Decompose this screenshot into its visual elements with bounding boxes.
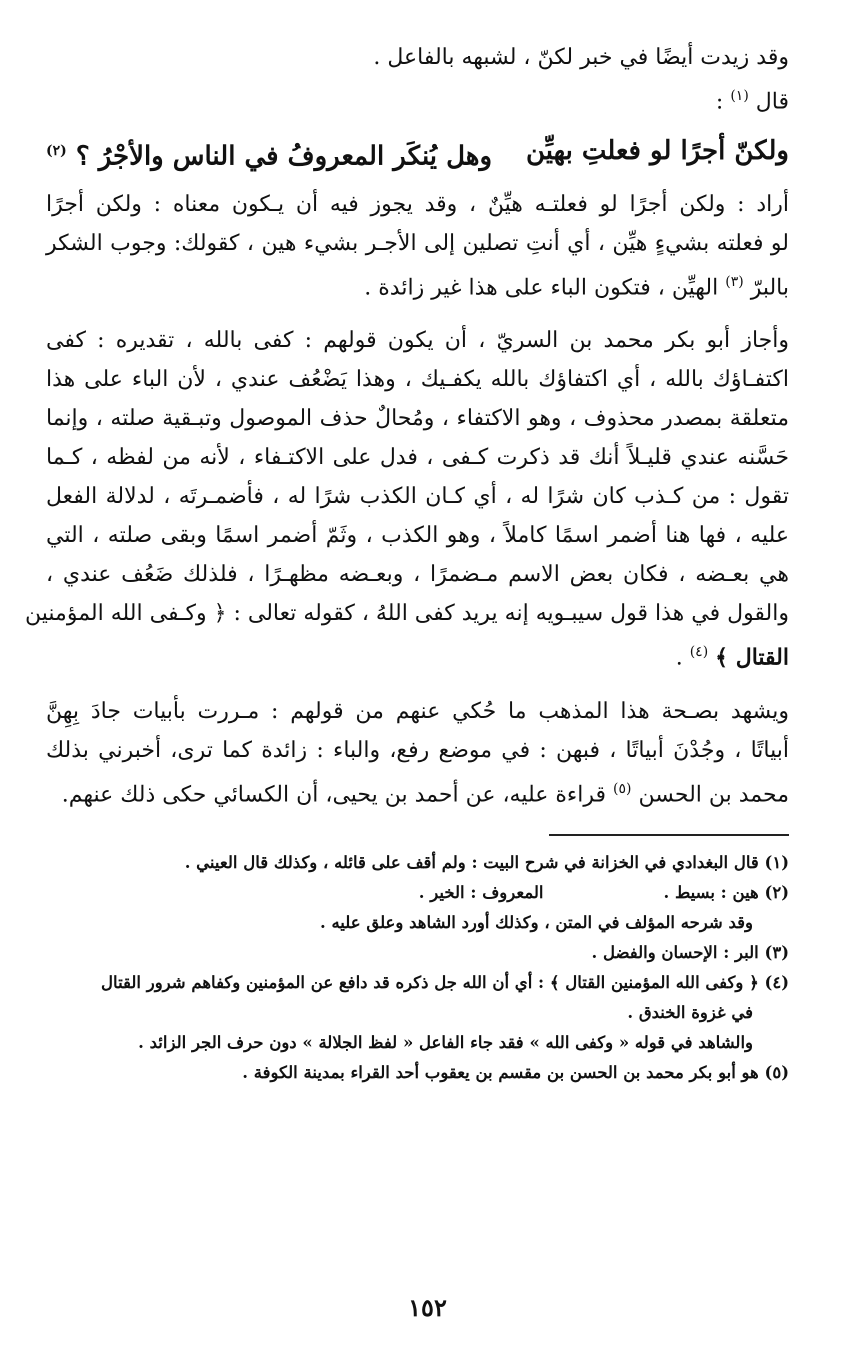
footnote-2: (٢) هين : بسيط .المعروف : الخير . [418, 882, 789, 902]
paragraph [25, 321, 789, 677]
qal-line [46, 77, 789, 121]
body-line: بالبرّ $^{(٣)}$ الهيِّن ، فتكون الباء على هذا غير زائدة . [364, 273, 789, 301]
footnote-4-note: والشاهد في قوله « وكفى الله » فقد جاء الفاعل « لفظ الجلالة » دون حرف الجر الزائد . [138, 1032, 753, 1052]
footnote-ref[interactable]: (٤) [689, 644, 709, 661]
footnote-ref[interactable]: (١) [730, 88, 749, 104]
footnote-5: (٥) هو أبو بكر محمد بن الحسن بن مقسم بن يعقوب أحد القراء بمدينة الكوفة . [242, 1062, 789, 1082]
footnote-2-note: وقد شرحه المؤلف في المتن ، وكذلك أورد الشاهد وعلق عليه . [319, 912, 753, 932]
body-line: عليه ، فها هنا أضمر اسمًا كاملاً ، وهو الكذب ، وثَمّ أضمر اسمًا وبقى صلته ، التي [46, 523, 789, 549]
verse-hemistich-first: ولكنّ أجرًا لو فعلتِ بهيِّن [525, 136, 789, 167]
body-line: وأجاز أبو بكر محمد بن السريّ ، أن يكون قولهم : كفى بالله ، تقديره : كفى [46, 328, 789, 354]
paragraph [46, 692, 789, 814]
body-line: والقول في هذا قول سيبـويه إنه يريد كفى اللهُ ، كقوله تعالى : ﴿ وكـفى الله المؤمنين [25, 601, 789, 627]
footnotes [46, 848, 789, 1088]
body-line: أراد : ولكن أجرًا لو فعلتـه هيِّنٌ ، وقد يجوز فيه أن يـكون معناه : ولكن أجرًا [46, 191, 789, 217]
verse-hemistich-second: وهل يُنكَر المعروفُ في الناس والأجْرُ ؟ $^{(٢)}$ [46, 141, 493, 172]
qal-colon: : [715, 89, 724, 115]
body-line: القتال ﴾ $^{(٤)}$ . [675, 644, 789, 671]
footnote-ref[interactable]: (٥) [613, 780, 632, 797]
body-line: وقد زيدت أيضًا في خبر لكنّ ، لشبهه بالفاعل . [373, 45, 789, 70]
footnote-separator [549, 834, 789, 836]
paragraph [46, 185, 789, 307]
paragraph-gap [46, 678, 789, 692]
body-line: حَسَّنه عندي قليـلاً أنك قد ذكرت كـفى ، فدل على الاكتـفاء ، لأنه من لفظه ، كـما [46, 445, 789, 471]
body-line: هي بعـضه ، فكان بعض الاسم مـضمرًا ، وبعـضه مظهـرًا ، فلذلك ضَعُف عندي ، [46, 562, 789, 588]
poetry-verse [46, 129, 789, 179]
qal-word: قال [755, 89, 789, 115]
footnote-ref[interactable]: (٢) [46, 143, 67, 160]
quran-quote: القتال ﴾ [715, 644, 789, 671]
body-line: ويشهد بصـحة هذا المذهب ما حُكي عنهم من قولهم : مـررت بأبيات جادَ بِهِنَّ [46, 698, 789, 724]
footnote-ref[interactable]: (٣) [725, 273, 744, 290]
body-line: أبياتًا ، وجُدْنَ أبياتًا ، فبهن : في موضع رفع، والباء : زائدة كما ترى، أخبرني بذلك [46, 737, 789, 763]
footnote-1: (١) قال البغدادي في الخزانة في شرح البيت : ولم أقف على قائله ، وكذلك قال العيني . [184, 852, 789, 872]
body-line: متعلقة بمصدر محذوف ، وهو الاكتفاء ، ومُحالٌ حذف الموصول وتبـقية صلته ، وإنما [46, 406, 789, 432]
paragraph-gap [46, 307, 789, 321]
footnote-3: (٣) البر : الإحسان والفضل . [591, 942, 789, 962]
body-line: لو فعلته بشيءٍ هيِّن ، أي أنتِ تصلين إلى الأجـر بشيء هين ، كقولك: وجوب الشكر [46, 230, 789, 256]
footnote-4: (٤) ﴿ وكفى الله المؤمنين القتال ﴾ : أي أن الله جل ذكره قد دافع عن المؤمنين وكفاهم شرور القتال [101, 972, 789, 992]
body-line: محمد بن الحسن $^{(٥)}$ قراءة عليه، عن أحمد بن يحيى، أن الكسائي حكى ذلك عنهم. [61, 780, 789, 807]
page-number: ١٥٢ [408, 1293, 447, 1322]
body-line: تقول : من كـذب كان شرًا له ، أي كـان الكذب شرًا له ، فأضمـرتَه ، لدلالة الفعل [46, 484, 789, 510]
footnote-4-cont: في غزوة الخندق . [627, 1002, 753, 1022]
body-line: اكتفـاؤك بالله ، أي اكتفاؤك بالله يكفـيك ، وهذا يَضْعُف عندي ، لأن الباء على هذا [46, 367, 789, 393]
